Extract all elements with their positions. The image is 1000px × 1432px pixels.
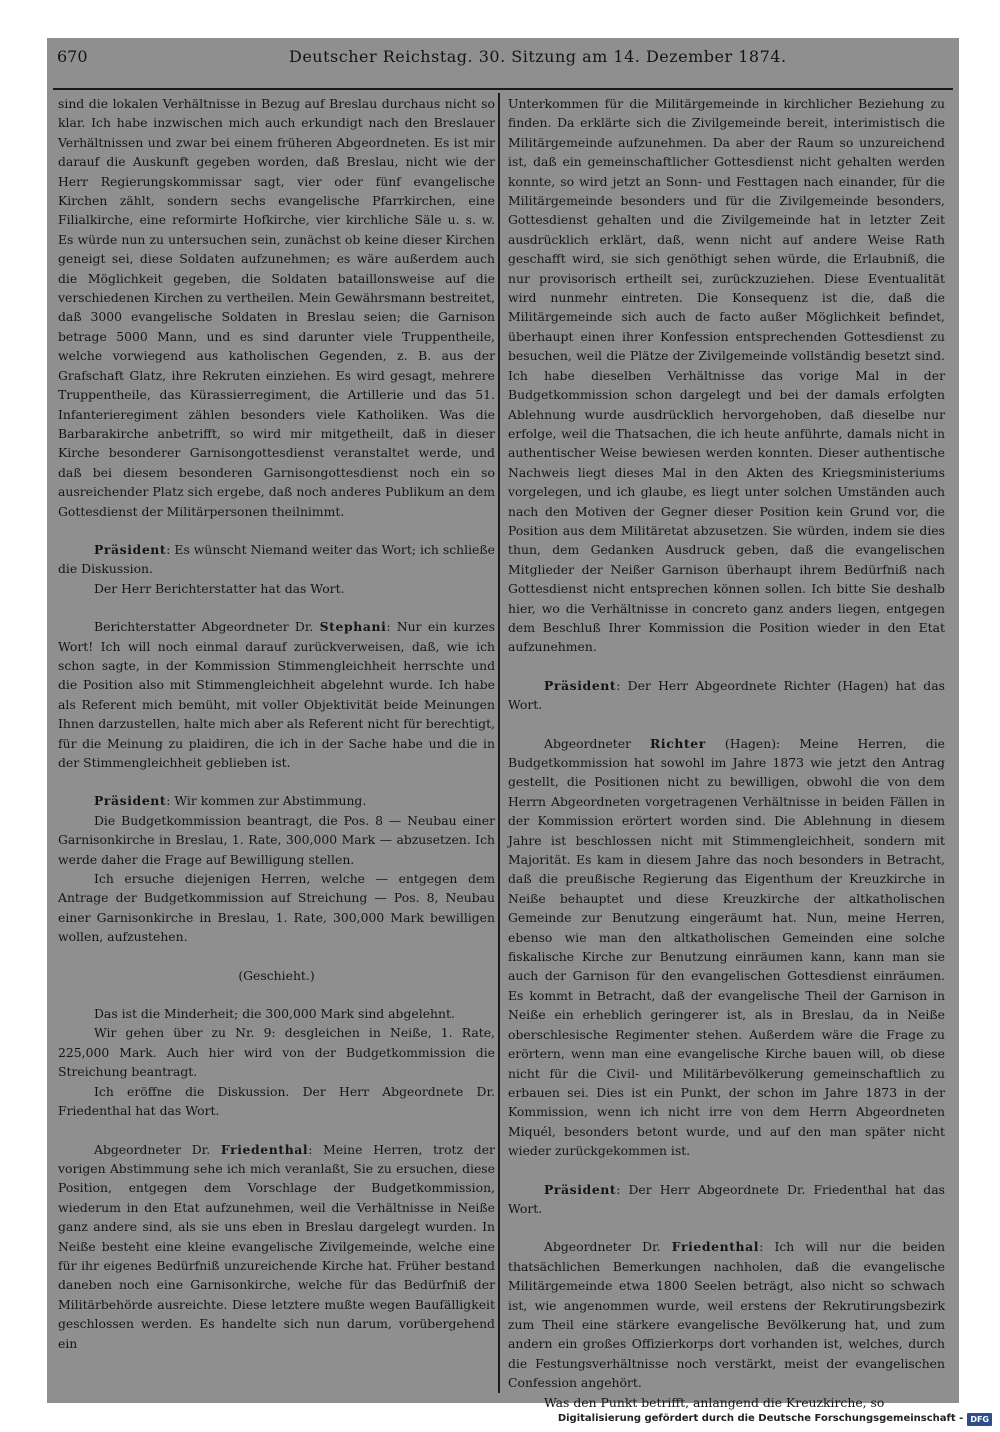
right-column bbox=[508, 94, 945, 1412]
paragraph-text: Ich eröffne die Diskussion. Der Herr Abgeordnete Dr. Friedenthal hat das Wort. bbox=[58, 1083, 495, 1119]
paragraph-text: (Geschieht.) bbox=[238, 967, 315, 983]
page-number: 670 bbox=[57, 47, 88, 66]
footer-text: Digitalisierung gefördert durch die Deutsche Forschungsgemeinschaft - bbox=[557, 1413, 964, 1424]
footer bbox=[558, 1412, 992, 1426]
speaker-title: Abgeordneter Dr. bbox=[94, 1141, 221, 1157]
paragraph bbox=[58, 94, 495, 521]
paragraph bbox=[58, 1023, 495, 1081]
paragraph-text: : Es wünscht Niemand weiter das Wort; ich schließe die Diskussion. bbox=[58, 541, 495, 577]
paragraph-text: : Ich will nur die beiden thatsächlichen Bemerkungen nachholen, daß die evangelische Militärgemeinde etwa 1800 Seelen beträgt, also nicht so schwach ist, wie angenommen wurde, weil erstens der Rekrutirungsbezirk zum Theil eine stärkere evangelische Bevölkerung hat, und zum andern ein großes Offizierkorps dort vorhanden ist, welches, durch die Festungsverhältnisse noch verstärkt, meist der evangelischen Confession angehört. bbox=[508, 1239, 945, 1391]
paragraph-text: Was den Punkt betrifft, anlangend die Kreuzkirche, so bbox=[544, 1394, 885, 1410]
paragraph-text: Wir gehen über zu Nr. 9: desgleichen in Neiße, 1. Rate, 225,000 Mark. Auch hier wird von der Budgetkommission die Streichung beantragt. bbox=[58, 1025, 495, 1080]
speaker-name: Richter bbox=[650, 735, 706, 751]
paragraph bbox=[58, 811, 495, 869]
paragraph-text: Ich ersuche diejenigen Herren, welche — entgegen dem Antrage der Budgetkommission auf Streichung — Pos. 8, Neubau einer Garnisonkirche in Breslau, 1. Rate, 300,000 Mark bewilligen wollen, aufzustehen. bbox=[58, 871, 495, 945]
paragraph bbox=[58, 540, 495, 579]
paragraph-text: Das ist die Minderheit; die 300,000 Mark sind abgelehnt. bbox=[94, 1006, 455, 1022]
paragraph-text: Unterkommen für die Militärgemeinde in kirchlicher Beziehung zu finden. Da erklärte sich die Zivilgemeinde bereit, interimistisch die Militärgemeinde aufzunehmen. Da aber der Raum so unzureichend ist, daß ein gemeinschaftlicher Gottesdienst nicht gehalten werden konnte, so wird jetzt an Sonn- und Festtagen nach einander, für die Militärgemeinde besonders und für die Zivilgemeinde besonders, Gottesdienst gehalten und die Zivilgemeinde hat in letzter Zeit ausdrücklich erklärt, daß, wenn nicht auf andere Weise Rath geschafft wird, sie sich genöthigt sehen würde, die Erlaubniß, die nur provisorisch ertheilt sei, zurückzuziehen. Diese Eventualität wird nunmehr eintreten. Die Konsequenz ist die, daß die Militärgemeinde sich auch de facto außer Möglichkeit befindet, überhaupt einen ihrer Konfession entsprechenden Gottesdienst zu besuchen, weil die Plätze der Zivilgemeinde vollständig besetzt sind. Ich habe dieselben Verhältnisse das vorige Mal in der Budgetkommission schon dargelegt und bei der damals erfolgten Ablehnung wurde ausdrücklich hervorgehoben, daß dieselbe nur erfolge, weil die Thatsachen, die ich heute anführte, damals nicht in authentischer Weise bewiesen werden konnten. Dieser authentische Nachweis liegt dieses Mal in den Akten des Kriegsministeriums vorgelegen, und ich glaube, es liegt unter solchen Umständen auch nach den Motiven der Gegner dieser Position kein Grund vor, die Position aus dem Militäretat abzusetzen. Sie würden, indem sie dies thun, dem Gedanken Ausdruck geben, daß die evangelischen Mitglieder der Neißer Garnison überhaupt ihrem Bedürfniß nach Gottesdienst nicht entsprechen können sollen. Ich bitte Sie deshalb hier, wo die Verhältnisse in concreto ganz anders liegen, entgegen dem Beschluß Ihrer Kommission die Position wieder in den Etat aufzunehmen. bbox=[508, 96, 945, 655]
paragraph bbox=[58, 617, 495, 772]
speaker-name: Präsident bbox=[544, 677, 617, 693]
paragraph bbox=[508, 94, 945, 657]
speaker-title: Abgeordneter bbox=[544, 735, 651, 751]
page-header bbox=[51, 45, 955, 69]
scanned-page bbox=[47, 38, 959, 1410]
paragraph bbox=[58, 579, 495, 598]
paragraph-text: : Nur ein kurzes Wort! Ich will noch einmal darauf zurückverweisen, daß, wie ich schon sagte, in der Kommission Stimmengleichheit herrschte und die Position also mit Stimmengleichheit abgelehnt wurde. Ich habe als Referent mich bemüht, mit voller Objektivität beide Meinungen Ihnen darzustellen, halte mich aber als Referent nicht für berechtigt, für die Meinung zu plaidiren, die ich in der Sache habe und die in der Stimmengleichheit geblieben ist. bbox=[58, 619, 495, 770]
paragraph-text: Die Budgetkommission beantragt, die Pos. 8 — Neubau einer Garnisonkirche in Breslau, 1. Rate, 300,000 Mark — abzusetzen. Ich werde daher die Frage auf Bewilligung stellen. bbox=[58, 812, 495, 867]
paragraph-text: : Meine Herren, trotz der vorigen Abstimmung sehe ich mich veranlaßt, Sie zu ersuchen, diese Position, entgegen dem Vorschlage der Budgetkommission, wiederum in den Etat aufzunehmen, weil die Verhältnisse in Neiße ganz andere sind, als sie uns eben in Breslau dargelegt wurden. In Neiße besteht eine kleine evangelische Zivilgemeinde, welche eine für ihr eigenes Bedürfniß unzureichende Kirche hat. Früher bestand daneben noch eine Garnisonkirche, welche für das Bedürfniß der Militärbehörde ausreichte. Diese letztere mußte wegen Baufälligkeit geschlossen werden. Es handelte sich nun darum, vorübergehend ein bbox=[58, 1141, 495, 1351]
paragraph-text: sind die lokalen Verhältnisse in Bezug auf Breslau durchaus nicht so klar. Ich habe inzwischen mich auch erkundigt nach den Breslauer Verhältnissen und zwar bei einem früheren Abgeordneten. Es ist mir darauf die Auskunft gegeben worden, daß Breslau, nicht wie der Herr Regierungskommissar sagt, vier oder fünf evangelische Kirchen zählt, sondern sechs evangelische Pfarrkirchen, eine Filialkirche, eine reformirte Hofkirche, vier kirchliche Säle u. s. w. Es würde nun zu untersuchen sein, zunächst ob keine dieser Kirchen geneigt sei, diese Soldaten aufzunehmen; es wäre außerdem auch die Möglichkeit gegeben, die Soldaten bataillonsweise auf die verschiedenen Kirchen zu vertheilen. Mein Gewährsmann bestreitet, daß 3000 evangelische Soldaten in Breslau seien; die Garnison betrage 5000 Mann, und es sind darunter viele Truppentheile, welche vorwiegend aus katholischen Gegenden, z. B. aus der Grafschaft Glatz, ihre Rekruten einziehen. Es wird gesagt, mehrere Truppentheile, das Kürassierregiment, die Artillerie und das 51. Infanterieregiment zählen besonders viele Katholiken. Was die Barbarakirche anbetrifft, so wird mir mitgetheilt, daß in dieser Kirche besonderer Garnisongottesdienst veranstaltet werde, und daß bei diesem besonderen Garnisongottesdienst noch ein so ausreichender Platz sich ergebe, daß noch anderes Publikum an dem Gottesdienst der Militärpersonen theilnimmt. bbox=[58, 96, 495, 519]
speaker-title: Berichterstatter Abgeordneter Dr. bbox=[94, 619, 320, 635]
paragraph-text: (Hagen): Meine Herren, die Budgetkommission hat sowohl im Jahre 1873 wie jetzt den Antrag gestellt, die Positionen nicht zu bewilligen, obwohl die von dem Herrn Abgeordneten vorgetragenen Verhältnisse in beiden Fällen in der Kommission erörtert worden sind. Die Ablehnung in diesem Jahre ist beschlossen nicht mit Stimmengleichheit, sondern mit Majorität. Es kam in diesem Jahre das noch besonders in Betracht, daß die preußische Regierung das Eigenthum der Kreuzkirche in Neiße behauptet und diese Kreuzkirche der altkatholischen Gemeinde zur Benutzung eingeräumt hat. Nun, meine Herren, ebenso wie man den altkatholischen Gemeinden eine solche fiskalische Kirche zur Benutzung einräumen kann, kann man sie auch der Garnison für den evangelischen Gottesdienst einräumen. Es kommt in Betracht, daß der evangelische Theil der Garnison in Neiße ein erheblich geringerer ist, als in Breslau, da in Neiße oberschlesische Regimenter stehen. Außerdem wäre die Frage zu erörtern, wenn man eine evangelische Kirche bauen will, ob diese nicht für die Civil- und Militärbevölkerung gemeinschaftlich zu erbauen sei. Dies ist ein Punkt, der schon im Jahre 1873 in der Kommission, wenn ich nicht irre von dem Herrn Abgeordneten Miquél, besonders betont wurde, und auf den man später nicht wieder zurückgekommen ist. bbox=[508, 735, 945, 1159]
paragraph-text: : Wir kommen zur Abstimmung. bbox=[166, 793, 367, 809]
speaker-title: Abgeordneter Dr. bbox=[544, 1239, 672, 1255]
paragraph-text: Der Herr Berichterstatter hat das Wort. bbox=[94, 580, 345, 596]
paragraph bbox=[508, 1180, 945, 1219]
paragraph-text: : Der Herr Abgeordnete Dr. Friedenthal hat das Wort. bbox=[508, 1181, 945, 1216]
paragraph bbox=[58, 1140, 495, 1353]
page-title: Deutscher Reichstag. 30. Sitzung am 14. Dezember 1874. bbox=[289, 47, 787, 66]
paragraph bbox=[58, 791, 495, 810]
speaker-name: Präsident bbox=[544, 1181, 617, 1197]
paragraph bbox=[508, 734, 945, 1161]
paragraph bbox=[58, 1082, 495, 1121]
paragraph bbox=[58, 869, 495, 947]
paragraph bbox=[508, 676, 945, 715]
paragraph bbox=[58, 1004, 495, 1023]
speaker-name: Friedenthal bbox=[671, 1239, 760, 1255]
speaker-name: Friedenthal bbox=[220, 1141, 309, 1157]
dfg-logo: DFG bbox=[967, 1413, 992, 1426]
speaker-name: Präsident bbox=[94, 541, 167, 557]
column-divider bbox=[498, 93, 500, 1393]
paragraph bbox=[58, 966, 495, 985]
left-column bbox=[58, 94, 495, 1353]
speaker-name: Stephani bbox=[319, 619, 387, 635]
paragraph-text: : Der Herr Abgeordnete Richter (Hagen) hat das Wort. bbox=[508, 677, 945, 713]
speaker-name: Präsident bbox=[94, 793, 167, 809]
paragraph bbox=[508, 1237, 945, 1392]
header-rule bbox=[53, 88, 953, 90]
paragraph bbox=[508, 1393, 945, 1412]
